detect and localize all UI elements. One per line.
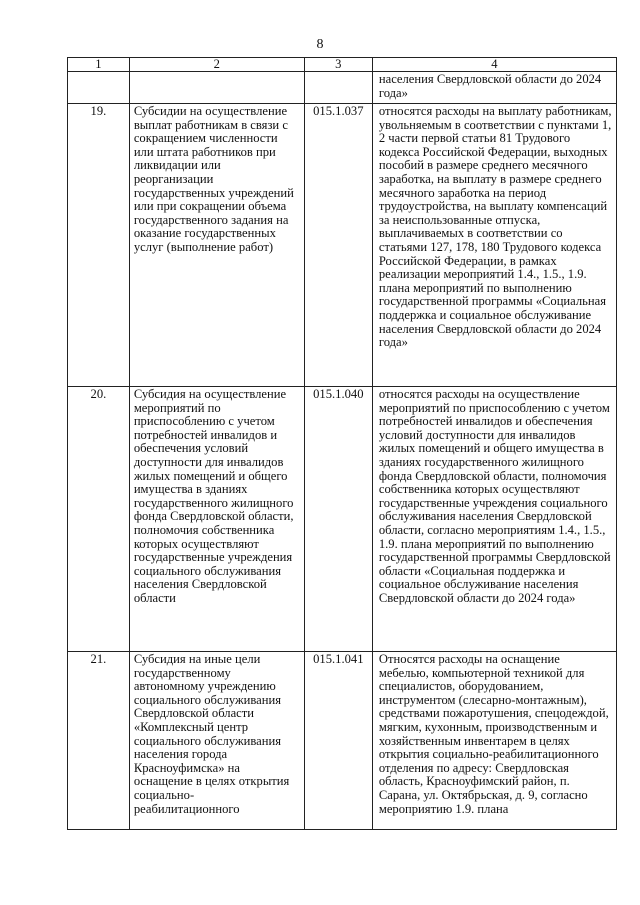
row-code: 015.1.040 [304,387,372,652]
row-code: 015.1.041 [304,652,372,830]
column-header-4: 4 [372,58,616,72]
continuation-text: населения Свердловской области до 2024 года» [378,72,602,100]
column-header-3: 3 [304,58,372,72]
budget-classification-table [67,57,617,830]
table-row [68,387,617,652]
row-name [129,104,304,387]
continuation-cell-1 [68,72,130,104]
row-name [129,652,304,830]
continuation-cell-3 [304,72,372,104]
row-number: 20. [68,387,130,652]
table-row [68,652,617,830]
continuation-cell-2 [129,72,304,104]
row-description [372,652,616,830]
row-name-text: Субсидия на осуществление мероприятий по приспособлению с учетом потребностей инвалидов и обеспечения условий доступности для инвалидов жилых помещений и общего имущества в зданиях государственного жилищного фонда Свердловской области, полномочия собственника которых осуществляют государственные учреждения социального обслуживания населения Свердловской области [133,387,294,605]
continuation-row [68,72,617,104]
column-header-1: 1 [68,58,130,72]
row-description-text: относятся расходы на выплату работникам, увольняемым в соответствии с пунктами 1, 2 части первой статьи 81 Трудового кодекса Российской Федерации, выходных пособий в размере среднего месячного заработка, на выплату в размере среднего месячного заработка на период трудоустройства, на выплату компенсаций за неиспользованные отпуска, выплачиваемых в соответствии со статьями 127, 178, 180 Трудового кодекса Российской Федерации, в рамках реализации мероприятий 1.4., 1.5., 1.9. плана мероприятий по выполнению государственной программы «Социальная поддержка и социальное обслуживание населения Свердловской области до 2024 года» [378,104,612,350]
row-number: 19. [68,104,130,387]
row-description [372,387,616,652]
row-name-text: Субсидия на иные цели государственному автономному учреждению социального обслуживания Свердловской области «Комплексный центр социального обслуживания населения города Красноуфимска» на оснащение в целях открытия социально-реабилитационного [133,652,290,816]
row-name [129,387,304,652]
table-header-row [68,58,617,72]
row-description [372,104,616,387]
continuation-cell-4 [372,72,616,104]
row-description-text: Относятся расходы на оснащение мебелью, компьютерной техникой для специалистов, оборудованием, инструментом (слесарно-монтажным), средствами пожаротушения, спецодеждой, мягким, кухонным, производственным и хозяйственным инвентарем в целях открытия социально-реабилитационного отделения по адресу: Свердловская область, Красноуфимский район, п. Сарана, ул. Октябрьская, д. 9, согласно мероприятию 1.9. плана [378,652,609,816]
row-name-text: Субсидии на осуществление выплат работникам в связи с сокращением численности или штата работников при ликвидации или реорганизации государственных учреждений или при сокращении объема государственного задания на оказание государственных услуг (выполнение работ) [133,104,294,254]
row-number: 21. [68,652,130,830]
row-description-text: относятся расходы на осуществление мероприятий по приспособлению с учетом потребностей инвалидов и обеспечения условий доступности для инвалидов жилых помещений и общего имущества в зданиях государственного жилищного фонда Свердловской области, полномочия собственника которых осуществляют государственные учреждения социального обслуживания населения Свердловской области, согласно мероприятиям 1.4., 1.5., 1.9. плана мероприятий по выполнению государственной программы Свердловской области «Социальная поддержка и социальное обслуживание населения Свердловской области до 2024 года» [378,387,611,605]
row-code: 015.1.037 [304,104,372,387]
page-number: 8 [316,37,324,52]
table-row [68,104,617,387]
column-header-2: 2 [129,58,304,72]
